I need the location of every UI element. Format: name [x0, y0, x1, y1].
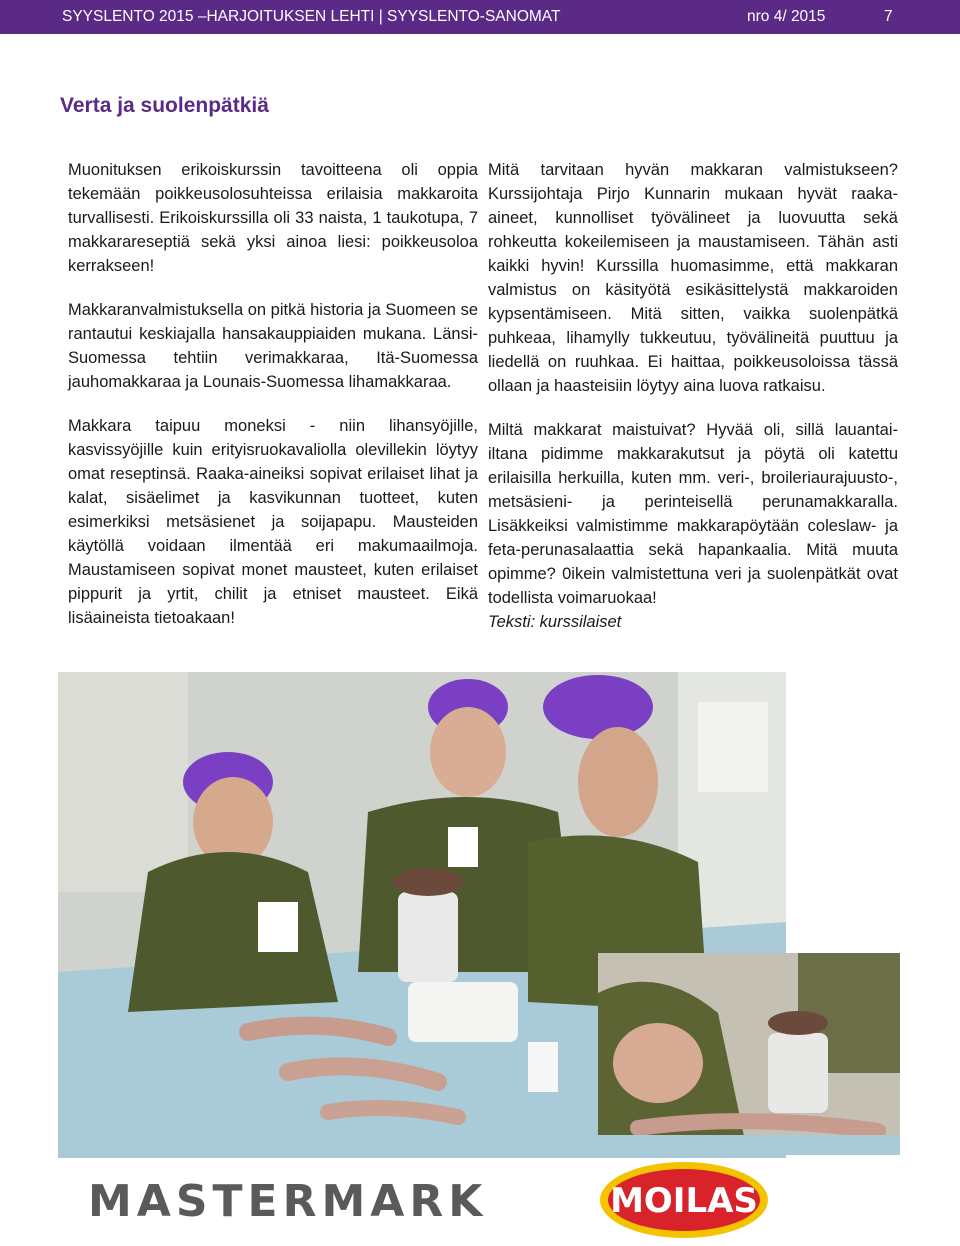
- issue-number: nro 4/ 2015: [747, 8, 826, 25]
- article-credit: Teksti: kurssilaiset: [488, 613, 622, 631]
- article-right-column: [488, 158, 898, 654]
- paragraph: Makkara taipuu moneksi - niin lihansyöjille, kasvissyöjille kuin erityisruokavaliolla olevillekin löytyy omat reseptinsä. Raaka-aineiksi sopivat erilaiset lihat ja kalat, sisäelimet ja kasvikunnan tuotteet, kuten esimerkiksi metsäsienet ja soijapapu. Mausteiden käytöllä voidaan ilmentää eri makumaailmoja. Maustamiseen sopivat monet mausteet, kuten erilaiset pippurit ja yrtit, chilit ja etniset mausteet. Eikä lisäaineista tietoakaan!: [68, 417, 478, 627]
- paragraph: Mitä tarvitaan hyvän makkaran valmistukseen? Kurssijohtaja Pirjo Kunnarin mukaan hyvät raaka-aineet, kunnolliset työvälineet ja luovuutta sekä rohkeutta kokeilemiseen ja maustamiseen. Tähän asti kaikki hyvin! Kurssilla huomasimme, että makkaran valmistus on käsityötä esikäsittelystä makkaroiden kypsentämiseen. Mitä sitten, vaikka suolenpätkä puhkeaa, lihamylly tukkeutuu, työvälineitä puuttuu ja liedellä on ruuhkaa. Ei haittaa, poikkeusoloissa tässä ollaan ja haasteisiin löytyy aina luova ratkaisu.: [488, 161, 898, 395]
- paragraph: Makkaranvalmistuksella on pitkä historia ja Suomeen se rantautui keskiajalla hansakauppiaiden mukana. Länsi-Suomessa tehtiin verimakkaraa, Itä-Suomessa jauhomakkaraa ja Lounais-Suomessa lihamakkaraa.: [68, 301, 478, 391]
- mastermark-logo: MASTERMARK: [88, 1176, 488, 1227]
- paragraph: Miltä makkarat maistuivat? Hyvää oli, sillä lauantai-iltana pidimme makkarakutsut ja pöytä oli katettu erilaisilla herkuilla, kuten mm. veri-, broileriaurajuusto-, metsäsieni- ja perinteisellä perunamakkaralla. Lisäkkeiksi valmistimme makkarapöytään coleslaw- ja feta-perunasalaattia sekä hapankaalia. Mitä muuta opimme? 0ikein valmistettuna veri ja suolenpätkät ovat todellista voimaruokaa!: [488, 421, 898, 607]
- paragraph: Muonituksen erikoiskurssin tavoitteena oli oppia tekemään poikkeusolosuhteissa erilaisia makkaroita turvallisesti. Erikoiskurssilla oli 33 naista, 1 taukotupa, 7 makkarareseptiä sekä yksi ainoa liesi: poikkeusoloa kerrakseen!: [68, 161, 478, 275]
- page-number: 7: [884, 8, 893, 25]
- article-title: Verta ja suolenpätkiä: [60, 94, 269, 117]
- page-header: [0, 0, 960, 34]
- moilas-logo: [598, 1160, 770, 1240]
- article-left-column: [68, 158, 478, 650]
- moilas-wordmark: MOILAS: [610, 1181, 758, 1221]
- publication-name: SYYSLENTO 2015 –HARJOITUKSEN LEHTI | SYYSLENTO-SANOMAT: [62, 8, 561, 25]
- sausage-stuffing-photo: [598, 953, 900, 1155]
